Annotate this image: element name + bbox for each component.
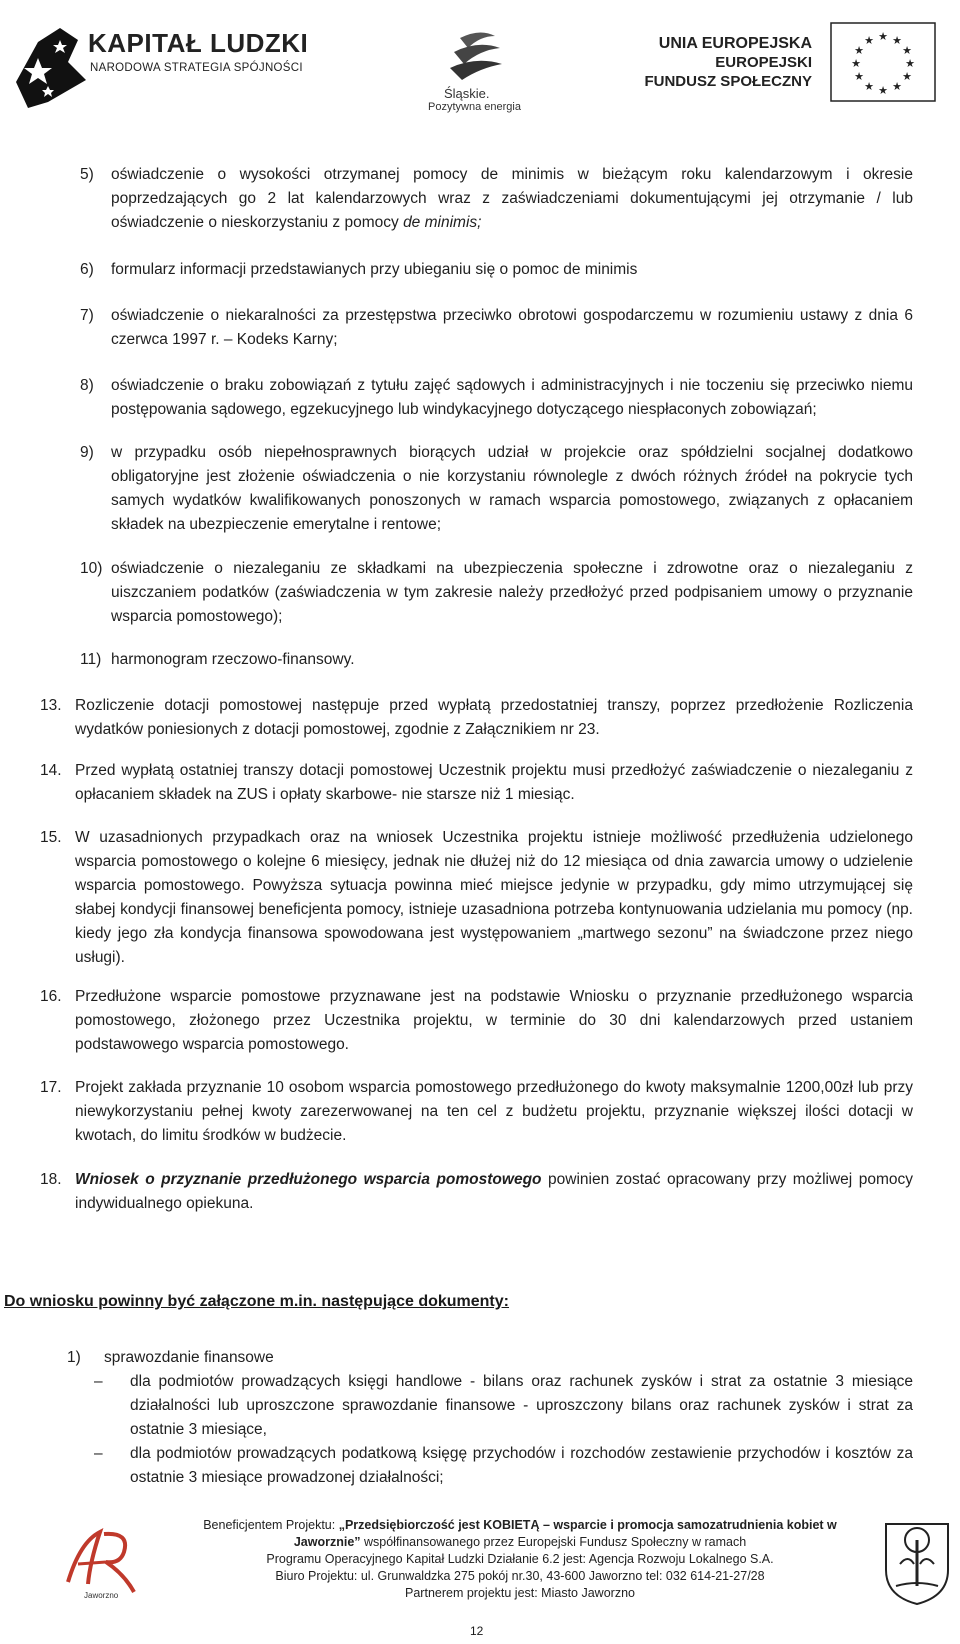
point-17-text: Projekt zakłada przyznanie 10 osobom wsparcia pomostowego przedłużonego do kwoty maksymalnie 1200,00zł lub przy niewykorzystaniu pełnej kwoty zarezerwowanej na ten cel z budżetu projektu, przyznanie większej ilości dotacji w kwotach, do limitu środków w budżecie. [75,1079,913,1144]
ue-line3: FUNDUSZ SPOŁECZNY [644,73,812,90]
svg-text:★: ★ [854,44,864,57]
footer-line4: Partnerem projektu jest: Miasto Jaworzno [405,1586,635,1600]
svg-text:★: ★ [892,34,902,47]
doc-1-num: 1) [67,1349,81,1366]
item-8-num: 8) [80,377,94,394]
point-14-num: 14. [40,762,62,779]
item-5-text: oświadczenie o wysokości otrzymanej pomocy de minimis w bieżącym roku kalendarzowym i okresie poprzedzających go 2 lat kalendarzowych wraz z zaświadczeniami dokumentującymi jej otrzymanie / lub oświadczenie o nieskorzystaniu z pomocy de minimis; [111,166,913,231]
eu-flag-icon [830,22,936,102]
point-15-num: 15. [40,829,62,846]
item-8-text: oświadczenie o braku zobowiązań z tytułu zajęć sądowych i administracyjnych i nie toczeniu się przeciwko niemu postępowania sądowego, egzekucyjnego lub windykacyjnego dotyczącego niespłaconych zobowiązań; [111,377,913,418]
doc-bullet-2: dla podmiotów prowadzących podatkową księgę przychodów i rozchodów zestawienie przychodów i kosztów za ostatnie 3 miesiące prowadzonej działalności; [130,1445,913,1486]
attachments-heading: Do wniosku powinny być załączone m.in. następujące dokumenty: [4,1293,509,1310]
page-header [0,0,960,140]
svg-text:★: ★ [878,84,888,97]
item-6-num: 6) [80,261,94,278]
point-15-text: W uzasadnionych przypadkach oraz na wniosek Uczestnika projektu istnieje możliwość przedłużenia udzielonego wsparcia pomostowego o kolejne 6 miesięcy, jednak nie dłużej niż do 12 miesiąca od dnia zawarcia umowy o udzielenie wsparcia pomostowego. Powyższa sytuacja powinna mieć miejsce jedynie w przypadku, gdy mimo utrzymującej się słabej kondycji finansowej beneficjenta pomocy, istnieje uzasadniona potrzeba kontynuowania udzielania mu pomocy (np. kiedy jego zła kondycja finansowa spowodowana jest występowaniem „martwego sezonu” na świadczone przez niego usługi). [75,829,913,966]
item-9-num: 9) [80,444,94,461]
svg-text:★: ★ [905,57,915,70]
item-10-text: oświadczenie o niezaleganiu ze składkami na ubezpieczenia społeczne i zdrowotne oraz o niezaleganiu z uiszczaniem podatków (zaświadczenia w tym zakresie należy przedłożyć przed podpisaniem umowy o przyznanie wsparcia pomostowego); [111,560,913,625]
page-number: 12 [470,1624,484,1638]
point-18-num: 18. [40,1171,62,1188]
slaskie-title: Śląskie. [444,86,490,101]
svg-text:★: ★ [902,70,912,83]
footer-text: Beneficjentem Projektu: „Przedsiębiorczość jest KOBIETĄ – wsparcie i promocja samozatrudnienia kobiet w Jaworznie” współfinansowanego przez Europejski Fundusz Społeczny w ramach Programu Operacyjnego Kapitał Ludzki Działanie 6.2 jest: Agencja Rozwoju Lokalnego S.A. Biuro Projektu: ul. Grunwaldzka 275 pokój nr.30, 43-600 Jaworzno tel: 032 614-21-27/28 Partnerem projektu jest: Miasto Jaworzno [170,1517,870,1602]
svg-text:★: ★ [892,80,902,93]
bullet-dash-2: – [94,1445,103,1462]
slaskie-subtitle: Pozytywna energia [428,101,521,113]
item-7-num: 7) [80,307,94,324]
point-14-text: Przed wypłatą ostatniej transzy dotacji pomostowej Uczestnik projektu musi przedłożyć zaświadczenie o niezaleganiu z opłacaniem składek na ZUS i opłaty skarbowe- nie starsze niż 1 miesiąc. [75,762,913,803]
footer-line2: Programu Operacyjnego Kapitał Ludzki Działanie 6.2 jest: Agencja Rozwoju Lokalnego S.A. [266,1552,774,1566]
svg-text:★: ★ [902,44,912,57]
point-18-text: Wniosek o przyznanie przedłużonego wsparcia pomostowego powinien zostać opracowany przy możliwej pomocy indywidualnego opiekuna. [75,1171,913,1212]
item-11-num: 11) [80,651,102,668]
point-17-num: 17. [40,1079,62,1096]
item-5-num: 5) [80,166,94,183]
point-13-num: 13. [40,697,62,714]
svg-text:★: ★ [864,80,874,93]
kl-subtitle: NARODOWA STRATEGIA SPÓJNOŚCI [90,62,303,74]
item-9-text: w przypadku osób niepełnosprawnych biorących udział w projekcie oraz spółdzielni socjalnej dodatkowo obligatoryjne jest złożenie oświadczenia o nie korzystaniu równolegle z dwóch różnych źródeł na pokrycie tych samych wydatków kwalifikowanych ponoszonych w ramach wsparcia pomostowego, związanych z opłacaniem składek na ubezpieczenie emerytalne i rentowe; [111,444,913,533]
ar-logo [60,1522,145,1602]
svg-text:★: ★ [854,70,864,83]
svg-text:★: ★ [878,30,888,43]
footer-line3: Biuro Projektu: ul. Grunwaldzka 275 pokój nr.30, 43-600 Jaworzno tel: 032 614-21-27/28 [275,1569,765,1583]
ue-line2: EUROPEJSKI [715,54,812,71]
item-10-num: 10) [80,560,103,577]
jaworzno-crest-icon [882,1520,952,1606]
doc-1-text: sprawozdanie finansowe [104,1349,274,1366]
kl-title: KAPITAŁ LUDZKI [88,28,309,58]
point-13-text: Rozliczenie dotacji pomostowej następuje przed wypłatą przedostatniej transzy, poprzez przedłożenie Rozliczenia wydatków poniesionych z dotacji pomostowej, zgodnie z Załącznikiem nr 23. [75,697,913,738]
svg-text:★: ★ [864,34,874,47]
ue-line1: UNIA EUROPEJSKA [658,35,812,52]
bullet-dash-1: – [94,1373,103,1390]
slaskie-logo [420,18,540,138]
item-11-text: harmonogram rzeczowo-finansowy. [111,651,355,668]
svg-text:★: ★ [851,57,861,70]
ue-text [644,34,812,91]
item-7-text: oświadczenie o niekaralności za przestępstwa przeciwko obrotowi gospodarczemu w rozumieniu ustawy z dnia 6 czerwca 1997 r. – Kodeks Karny; [111,307,913,348]
doc-bullet-1: dla podmiotów prowadzących księgi handlowe - bilans oraz rachunek zysków i strat za ostatnie 3 miesiące działalności lub uproszczone sprawozdanie finansowe - uproszczony bilans oraz rachunek zysków i strat za ostatnie 3 miesiące, [130,1373,913,1438]
point-16-text: Przedłużone wsparcie pomostowe przyznawane jest na podstawie Wniosku o przyznanie przedłużonego wsparcia pomostowego, złożonego przez Uczestnika projektu, w terminie do 30 dni kalendarzowych przed ustaniem podstawowego wsparcia pomostowego. [75,988,913,1053]
point-16-num: 16. [40,988,62,1005]
item-6-text: formularz informacji przedstawianych przy ubieganiu się o pomoc de minimis [111,261,638,278]
ar-logo-text: Jaworzno [84,1591,119,1600]
